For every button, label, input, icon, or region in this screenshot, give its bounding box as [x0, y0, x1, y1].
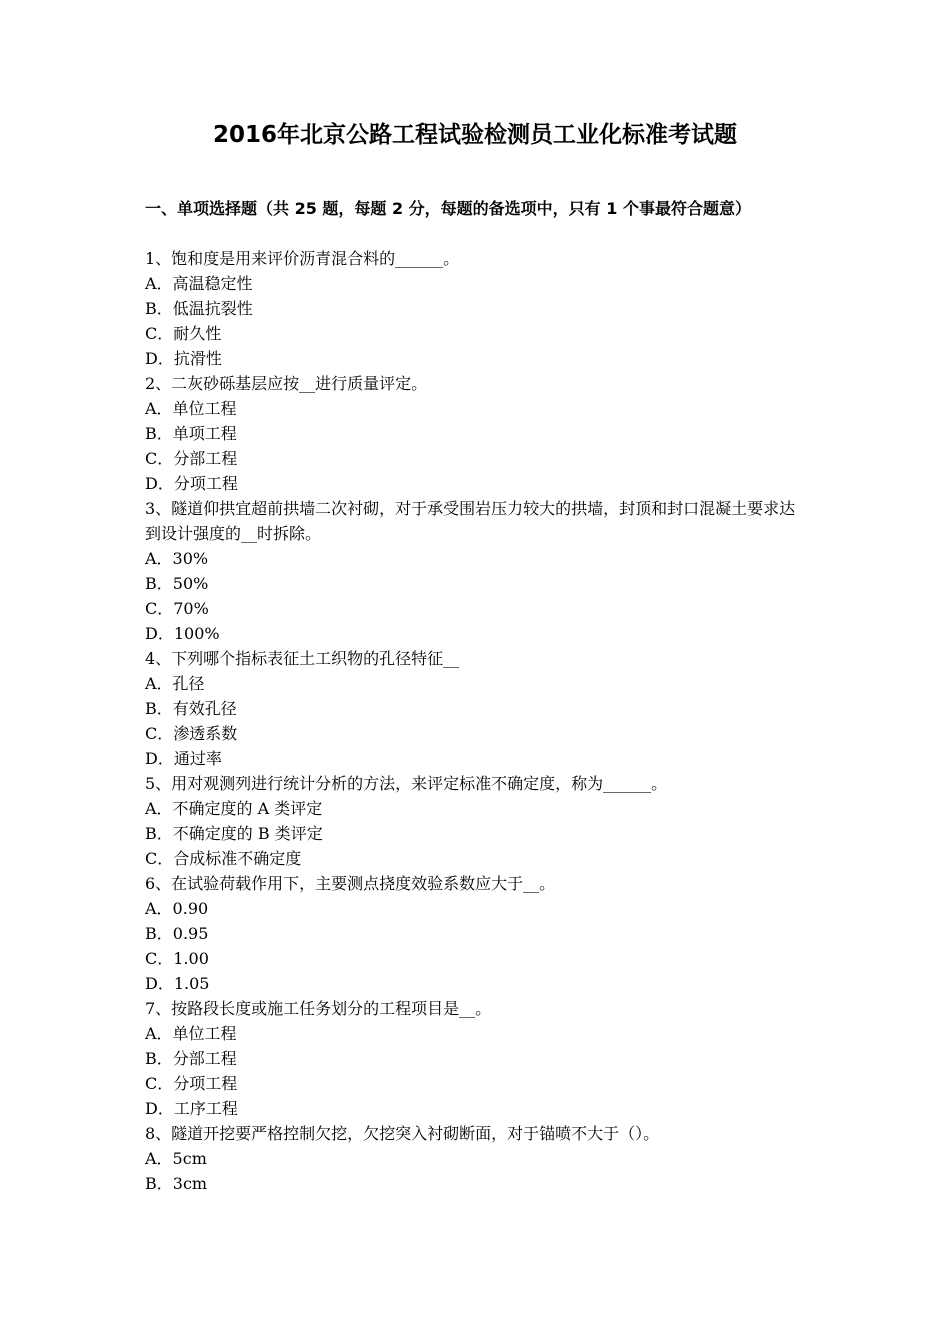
question-option: B．0.95 [145, 924, 209, 943]
question-option: A．5cm [145, 1149, 207, 1168]
question-option: B．分部工程 [145, 1049, 237, 1068]
question-option: B．3cm [145, 1174, 208, 1193]
question-option: B．有效孔径 [145, 699, 237, 718]
question-option: A．不确定度的 A 类评定 [145, 799, 323, 818]
question-option: D．抗滑性 [145, 349, 222, 368]
question-option: A．单位工程 [145, 399, 237, 418]
question-option: C．分项工程 [145, 1074, 238, 1093]
question-stem: 4、下列哪个指标表征土工织物的孔径特征__ [145, 649, 460, 668]
question-option: A．30% [145, 549, 209, 568]
question-option: C．渗透系数 [145, 724, 238, 743]
question-option: C．1.00 [145, 949, 209, 968]
question-stem: 1、饱和度是用来评价沥青混合料的______。 [145, 249, 460, 268]
question-option: C．耐久性 [145, 324, 222, 343]
question-stem: 7、按路段长度或施工任务划分的工程项目是__。 [145, 999, 492, 1018]
question-stem: 6、在试验荷载作用下，主要测点挠度效验系数应大于__。 [145, 874, 556, 893]
question-stem: 5、用对观测列进行统计分析的方法，来评定标准不确定度，称为______。 [145, 774, 668, 793]
question-option: A．高温稳定性 [145, 274, 253, 293]
question-option: D．分项工程 [145, 474, 238, 493]
question-stem: 8、隧道开挖要严格控制欠挖，欠挖突入衬砌断面，对于锚喷不大于（）。 [145, 1124, 660, 1143]
question-option: D．100% [145, 624, 220, 643]
question-option: C．合成标准不确定度 [145, 849, 302, 868]
question-option: B．单项工程 [145, 424, 237, 443]
question-option: C．70% [145, 599, 209, 618]
question-option: B．低温抗裂性 [145, 299, 253, 318]
document-title: 2016年北京公路工程试验检测员工业化标准考试题 [212, 122, 737, 148]
question-stem: 2、二灰砂砾基层应按__进行质量评定。 [145, 374, 428, 393]
question-option: B．不确定度的 B 类评定 [145, 824, 323, 843]
question-option: A．孔径 [145, 674, 205, 693]
question-option: D．1.05 [145, 974, 210, 993]
question-option: A．0.90 [145, 899, 209, 918]
question-option: C．分部工程 [145, 449, 238, 468]
question-option: B．50% [145, 574, 209, 593]
question-list [145, 246, 810, 1196]
section-heading: 一、单项选择题（共 25 题，每题 2 分，每题的备选项中，只有 1 个事最符合题意） [145, 199, 751, 218]
question-option: D．工序工程 [145, 1099, 238, 1118]
question-option: D．通过率 [145, 749, 222, 768]
question-stem: 3、隧道仰拱宜超前拱墙二次衬砌，对于承受围岩压力较大的拱墙，封顶和封口混凝土要求达到设计强度的__时拆除。 [145, 499, 796, 543]
question-option: A．单位工程 [145, 1024, 237, 1043]
